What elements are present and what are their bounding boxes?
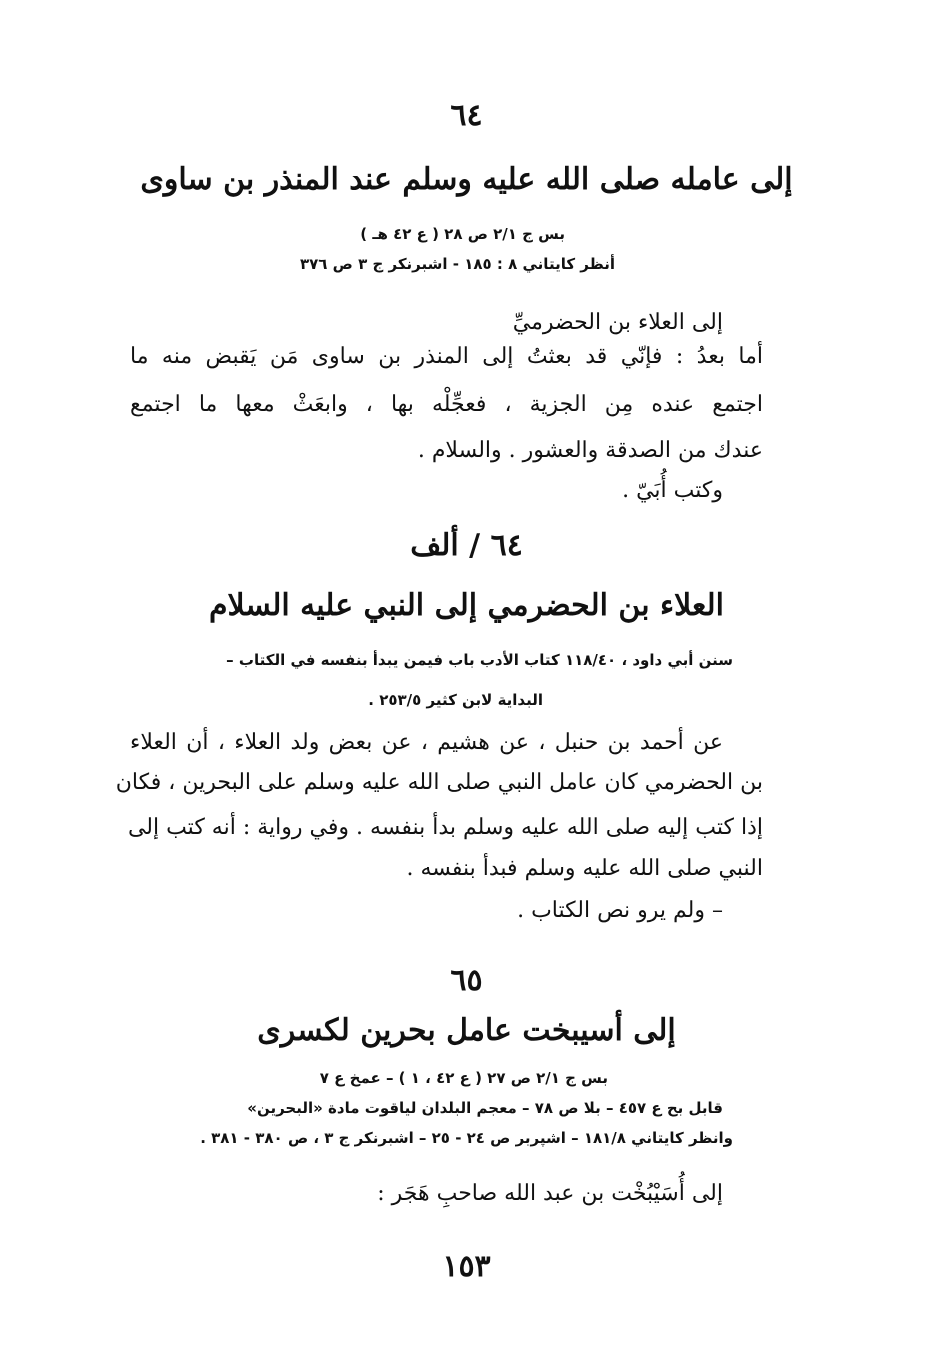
- letter-address: إلى العلاء بن الحضرميِّ: [512, 310, 723, 335]
- body-line: – ولم يرو نص الكتاب .: [517, 898, 723, 923]
- source-reference: سنن أبي داود ، ١١٨/٤٠ كتاب الأدب باب فيمن يبدأ بنفسه في الكتاب –: [226, 651, 733, 669]
- body-line: عندك من الصدقة والعشور . والسلام .: [417, 438, 763, 463]
- source-reference: أنظر كايتاني ٨ : ١٨٥ - اشبرنكر ج ٣ ص ٣٧٦: [299, 255, 615, 273]
- section-number: ٦٥: [450, 963, 483, 998]
- page-number: ١٥٣: [442, 1249, 491, 1284]
- body-line: بن الحضرمي كان عامل النبي صلى الله عليه وسلم على البحرين ، فكان: [115, 770, 763, 795]
- body-line: اجتمع عنده مِن الجزية ، فعجِّلْه بها ، وابعَثْ معها ما اجتمع: [130, 392, 763, 417]
- source-reference: بس ج ٢/١ ص ٢٨ ( ع ٤٢ هـ ): [360, 225, 565, 243]
- source-reference: قابل بح ع ٤٥٧ – بلا ص ٧٨ – معجم البلدان لياقوت مادة «البحرين»: [247, 1099, 723, 1117]
- source-reference: البداية لابن كثير ٢٥٣/٥ .: [368, 691, 543, 709]
- section-title: إلى أسيبخت عامل بحرين لكسرى: [257, 1013, 676, 1048]
- section-title: العلاء بن الحضرمي إلى النبي عليه السلام: [208, 588, 725, 623]
- body-line: النبي صلى الله عليه وسلم فبدأ بنفسه .: [406, 856, 763, 881]
- section-number: ٦٤: [450, 98, 483, 133]
- body-line: إذا كتب إليه صلى الله عليه وسلم بدأ بنفسه . وفي رواية : أنه كتب إلى: [127, 815, 763, 840]
- section-number: ٦٤ / ألف: [410, 528, 523, 563]
- body-line: أما بعدُ : فإنّي قد بعثتُ إلى المنذر بن ساوى مَن يَقبض منه ما: [130, 344, 763, 369]
- source-reference: بس ج ٢/١ ص ٢٧ ( ع ٤٢ ، ١ ) – عمخ ع ٧: [319, 1069, 608, 1087]
- body-line: وكتب أُبَيّ .: [622, 478, 723, 503]
- body-line: عن أحمد بن حنبل ، عن هشيم ، عن بعض ولد العلاء ، أن العلاء: [130, 730, 723, 755]
- letter-address: إلى أُسَيْبُخْت بن عبد الله صاحبِ هَجَر :: [377, 1181, 723, 1206]
- source-reference: وانظر كايتاني ١٨١/٨ – اشپربر ص ٢٤ - ٢٥ – اشبرنكر ج ٣ ، ص ٣٨٠ - ٣٨١ .: [200, 1129, 733, 1147]
- section-title: إلى عامله صلى الله عليه وسلم عند المنذر بن ساوى: [140, 162, 793, 197]
